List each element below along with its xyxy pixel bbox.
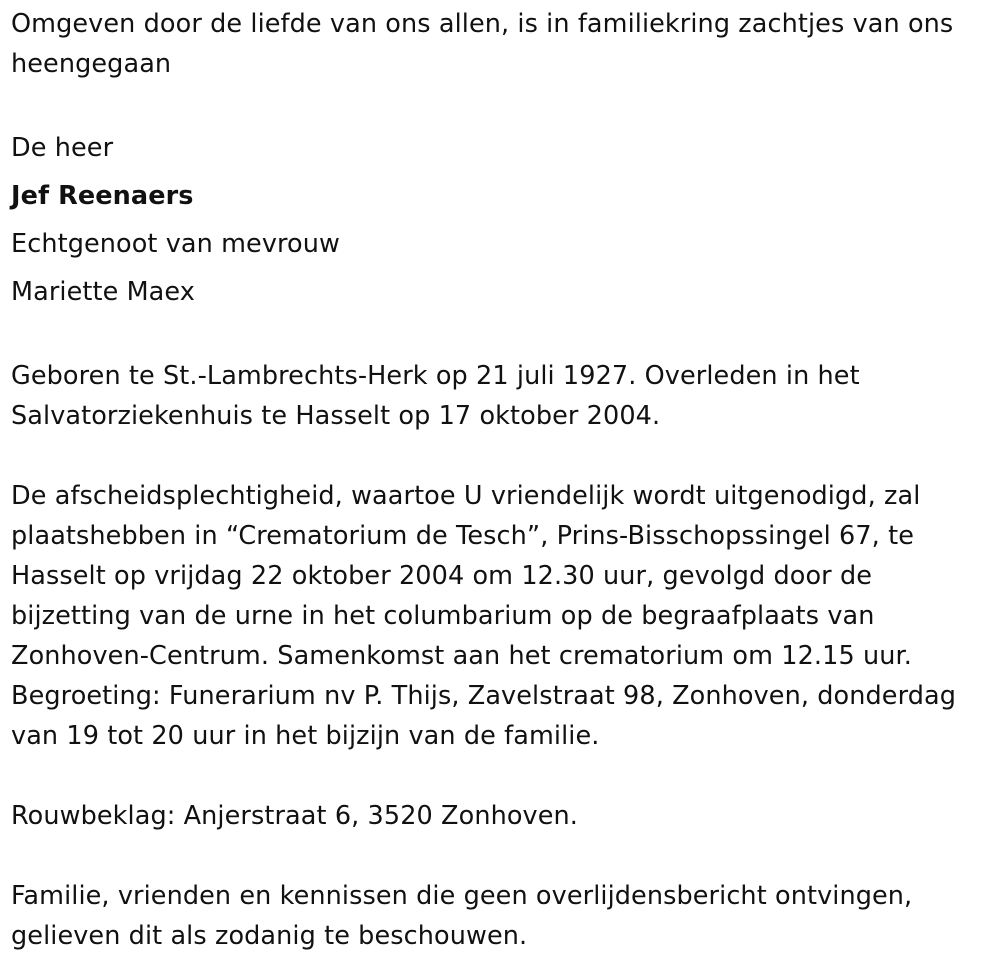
spacer	[11, 84, 991, 124]
condolence-address: Rouwbeklag: Anjerstraat 6, 3520 Zonhoven.	[11, 801, 578, 831]
spacer	[11, 436, 991, 476]
ceremony-paragraph: De afscheidsplechtigheid, waartoe U vriendelijk wordt uitgenodigd, zal plaatshebben in “Crematorium de Tesch”, Prins-Bisschopssingel 67, te Hasselt op vrijdag 22 oktober 2004 om 12.30 uur, gevolgd door de bijzetting van de urne in het columbarium op de begraafplaats van Zonhoven-Centrum. Samenkomst aan het crematorium om 12.15 uur. Begroeting: Funerarium nv P. Thijs, Zavelstraat 98, Zonhoven, donderdag van 19 tot 20 uur in het bijzijn van de familie.	[11, 481, 957, 751]
birth-death-paragraph: Geboren te St.-Lambrechts-Herk op 21 juli 1927. Overleden in het Salvatorziekenhuis te Hasselt op 17 oktober 2004.	[11, 361, 860, 431]
spacer	[11, 756, 991, 796]
spacer	[11, 836, 991, 876]
spouse-label: Echtgenoot van mevrouw	[11, 229, 340, 259]
deceased-name: Jef Reenaers	[11, 181, 194, 211]
death-notice	[11, 4, 991, 956]
closing-paragraph: Familie, vrienden en kennissen die geen overlijdensbericht ontvingen, gelieven dit als zodanig te beschouwen.	[11, 881, 913, 951]
spacer	[11, 316, 991, 356]
intro-paragraph: Omgeven door de liefde van ons allen, is in familiekring zachtjes van ons heengegaan	[11, 9, 954, 79]
honorific: De heer	[11, 133, 114, 163]
spouse-name: Mariette Maex	[11, 277, 195, 307]
